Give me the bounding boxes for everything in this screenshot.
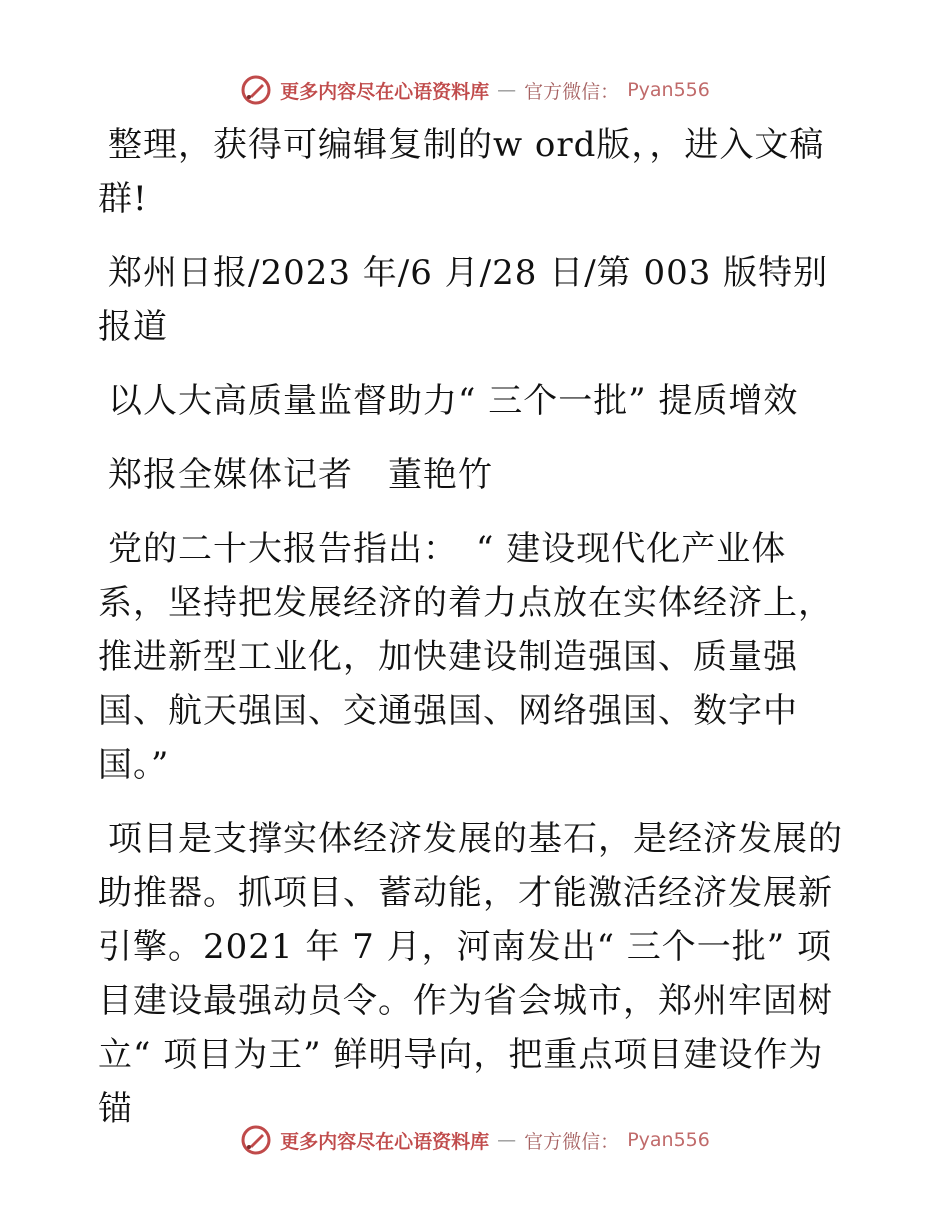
banner-separator: — <box>497 79 517 101</box>
banner-wechat-label: 官方微信： <box>524 1130 620 1153</box>
body-paragraph: 项目是支撑实体经济发展的基石，是经济发展的助推器。抓项目、蓄动能，才能激活经济发展新引擎。2021 年 7 月，河南发出“ 三个一批” 项目建设最强动员令。作为省会城市，郑州牢固树立“ 项目为王” 鲜明导向，把重点项目建设作为锚 <box>98 819 843 1129</box>
source-line: 郑州日报/2023 年/6 月/28 日/第 003 版特别报道 <box>98 253 829 347</box>
header-watermark-banner <box>0 72 950 108</box>
intro-note: 整理，获得可编辑复制的w ord版，，进入文稿群! <box>98 125 825 219</box>
body-paragraph: 党的二十大报告指出： “ 建设现代化产业体系，坚持把发展经济的着力点放在实体经济上，推进新型工业化，加快建设制造强国、质量强国、航天强国、交通强国、网络强国、数字中国。” <box>98 529 833 785</box>
pen-logo-icon <box>240 1124 272 1156</box>
banner-wechat-label: 官方微信： <box>524 80 620 103</box>
banner-brand-text: 更多内容尽在心语资料库 <box>280 80 490 103</box>
article-title: 以人大高质量监督助力“ 三个一批” 提质增效 <box>108 381 799 421</box>
banner-wechat-id: Pyan556 <box>627 79 710 101</box>
author-line: 郑报全媒体记者 董艳竹 <box>108 455 493 495</box>
banner-separator: — <box>497 1129 517 1151</box>
footer-watermark-banner <box>0 1122 950 1158</box>
document-body <box>98 118 854 1156</box>
pen-logo-icon <box>240 74 272 106</box>
banner-wechat-id: Pyan556 <box>627 1129 710 1151</box>
banner-brand-text: 更多内容尽在心语资料库 <box>280 1130 490 1153</box>
